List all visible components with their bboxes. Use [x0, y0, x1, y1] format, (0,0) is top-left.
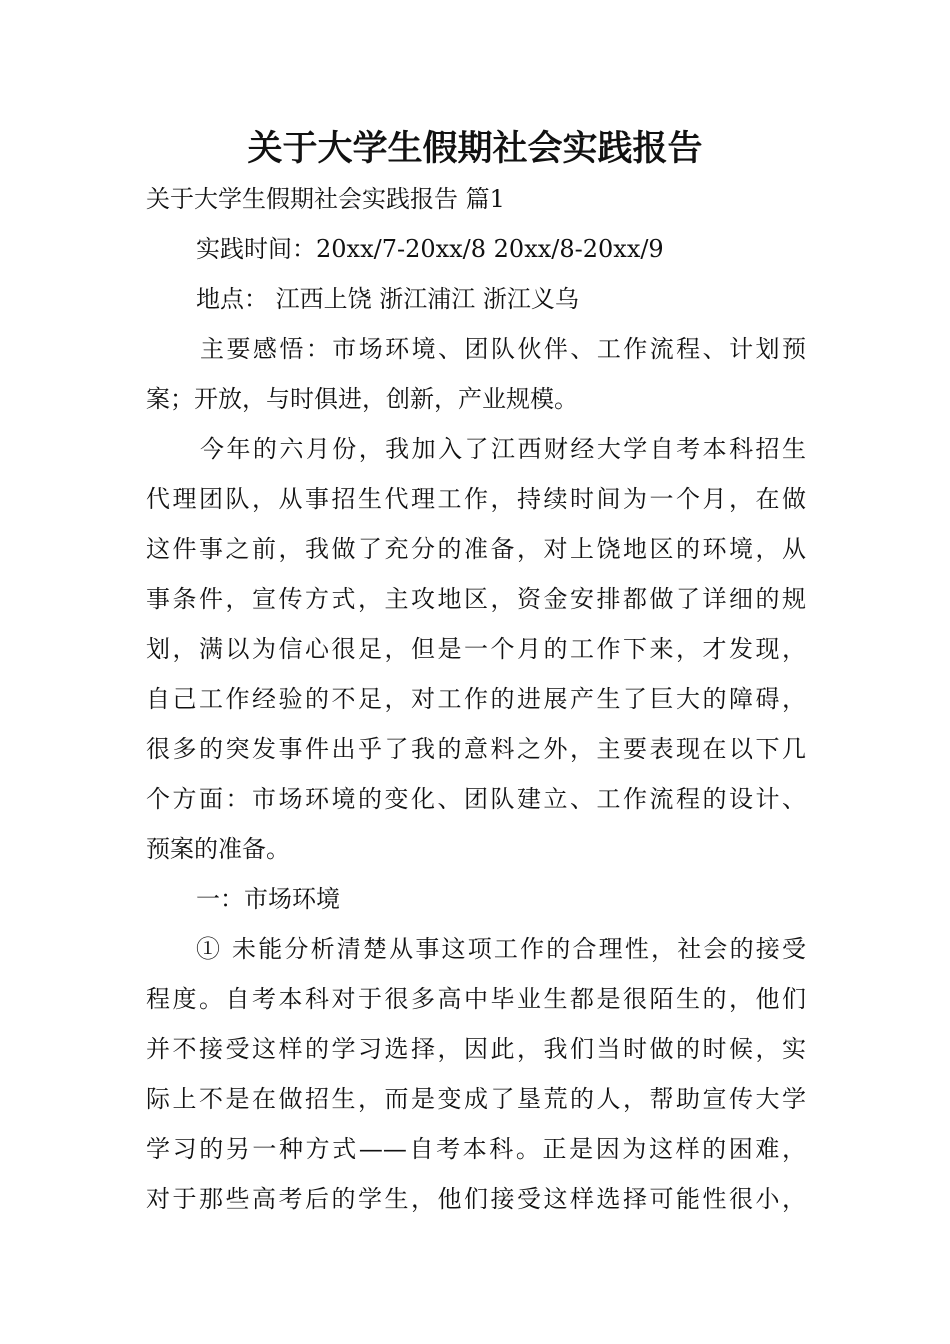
- section-heading: 关于大学生假期社会实践报告 篇1: [146, 185, 505, 213]
- paragraph-line: 自己工作经验的不足，对工作的进展产生了巨大的障碍，: [146, 685, 806, 713]
- paragraph-line: 很多的突发事件出乎了我的意料之外，主要表现在以下几: [146, 735, 806, 763]
- practice-location: 地点： 江西上饶 浙江浦江 浙江义乌: [196, 285, 579, 313]
- paragraph-line: 这件事之前，我做了充分的准备，对上饶地区的环境，从: [146, 535, 806, 563]
- document-title: 关于大学生假期社会实践报告: [247, 129, 703, 169]
- paragraph-line: 划，满以为信心很足，但是一个月的工作下来，才发现，: [146, 635, 806, 663]
- paragraph-line: 际上不是在做招生，而是变成了垦荒的人，帮助宣传大学: [146, 1085, 806, 1113]
- paragraph-line: 预案的准备。: [146, 835, 290, 863]
- paragraph-line: 个方面：市场环境的变化、团队建立、工作流程的设计、: [146, 785, 806, 813]
- paragraph-line: 事条件，宣传方式，主攻地区，资金安排都做了详细的规: [146, 585, 806, 613]
- practice-time: 实践时间：20xx/7-20xx/8 20xx/8-20xx/9: [196, 235, 664, 263]
- paragraph-line: ① 未能分析清楚从事这项工作的合理性，社会的接受: [196, 935, 806, 963]
- paragraph-line: 并不接受这样的学习选择，因此，我们当时做的时候，实: [146, 1035, 806, 1063]
- paragraph-line: 程度。自考本科对于很多高中毕业生都是很陌生的，他们: [146, 985, 806, 1013]
- paragraph-line: 学习的另一种方式——自考本科。正是因为这样的困难，: [146, 1135, 806, 1163]
- subsection-heading: 一：市场环境: [196, 885, 340, 913]
- paragraph-line: 今年的六月份，我加入了江西财经大学自考本科招生: [200, 435, 806, 463]
- paragraph-line: 对于那些高考后的学生，他们接受这样选择可能性很小，: [146, 1185, 806, 1213]
- paragraph-line: 代理团队，从事招生代理工作，持续时间为一个月，在做: [146, 485, 806, 513]
- paragraph-line: 主要感悟：市场环境、团队伙伴、工作流程、计划预: [200, 335, 806, 363]
- paragraph-line: 案；开放，与时俱进，创新，产业规模。: [146, 385, 578, 413]
